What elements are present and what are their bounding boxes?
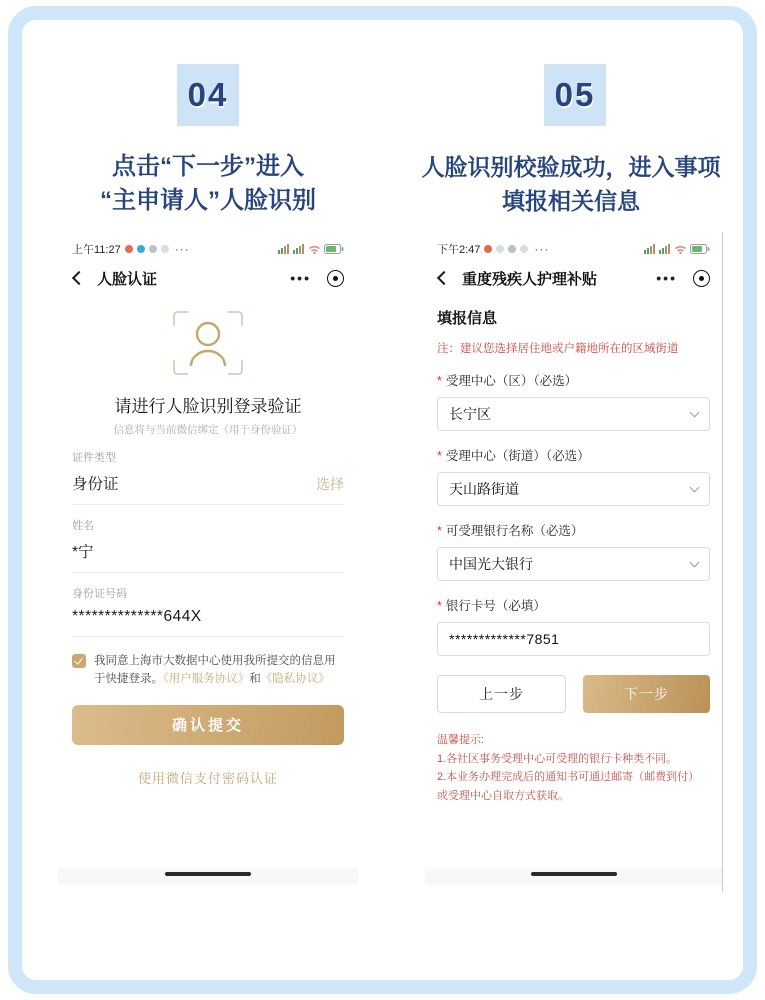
next-step-button[interactable]: 下一步 bbox=[583, 675, 710, 713]
field-label: 受理中心（街道）（必选） bbox=[445, 449, 590, 463]
step-number: 05 bbox=[554, 76, 596, 113]
bank-select[interactable] bbox=[437, 547, 710, 581]
status-app-icon bbox=[508, 245, 516, 253]
required-asterisk: * bbox=[437, 374, 442, 388]
battery-icon bbox=[324, 244, 344, 254]
cellular-signal-icon bbox=[278, 244, 290, 254]
step-04-title-line2: “主申请人”人脸识别 bbox=[100, 187, 316, 214]
form-section-title: 填报信息 bbox=[437, 310, 498, 327]
field-label: 身份证号码 bbox=[72, 588, 127, 600]
cellular-signal-icon bbox=[644, 244, 656, 254]
wechat-pay-password-auth-link[interactable]: 使用微信支付密码认证 bbox=[137, 770, 278, 786]
wechat-menu-icon[interactable]: ••• bbox=[656, 270, 677, 286]
face-auth-subheading: 信息将与当前微信绑定（用于身份验证） bbox=[113, 424, 303, 436]
form-buttons-row bbox=[437, 675, 710, 713]
status-app-icon bbox=[149, 245, 157, 253]
select-value: 中国光大银行 bbox=[449, 556, 533, 572]
field-district bbox=[437, 371, 710, 431]
required-asterisk: * bbox=[437, 599, 442, 613]
field-value: 身份证 bbox=[72, 476, 119, 493]
battery-icon bbox=[690, 244, 710, 254]
field-label: 受理中心（区）（必选） bbox=[445, 374, 578, 388]
nav-title: 人脸认证 bbox=[97, 270, 158, 288]
privacy-agreement-link[interactable]: 《隐私协议》 bbox=[260, 673, 330, 686]
wechat-close-capsule-icon[interactable] bbox=[327, 270, 344, 287]
nav-bar bbox=[437, 266, 710, 290]
field-id-type bbox=[72, 449, 344, 505]
required-asterisk: * bbox=[437, 449, 442, 463]
step-05-title bbox=[385, 150, 757, 218]
home-indicator-bar[interactable] bbox=[531, 872, 617, 876]
field-label: 可受理银行名称（必选） bbox=[445, 524, 584, 538]
status-app-icon bbox=[161, 245, 169, 253]
select-action-link[interactable]: 选择 bbox=[316, 476, 344, 492]
status-bar bbox=[72, 241, 344, 257]
step-05-title-line2: 填报相关信息 bbox=[502, 188, 640, 214]
face-auth-heading: 请进行人脸识别登录验证 bbox=[114, 397, 302, 416]
phone-screenshot-subsidy-form bbox=[425, 232, 723, 892]
wechat-menu-icon[interactable]: ••• bbox=[290, 270, 311, 286]
step-badge-05 bbox=[544, 64, 606, 126]
chevron-down-icon bbox=[690, 408, 700, 418]
agreement-row bbox=[72, 652, 344, 689]
face-scan-illustration bbox=[72, 304, 344, 384]
chevron-down-icon bbox=[690, 483, 700, 493]
phone-screenshot-face-auth bbox=[58, 232, 358, 892]
form-note-red: 注：建议您选择居住地或户籍地所在的区域街道 bbox=[437, 343, 679, 355]
status-app-icon bbox=[137, 245, 145, 253]
face-scan-icon bbox=[166, 304, 250, 384]
step-05-title-line1: 人脸识别校验成功，进入事项 bbox=[421, 154, 721, 180]
status-more-icon: ··· bbox=[534, 242, 550, 256]
field-bank-name bbox=[437, 521, 710, 581]
wifi-icon bbox=[674, 244, 687, 254]
home-indicator-area bbox=[425, 868, 722, 885]
status-bar bbox=[437, 241, 710, 257]
district-select[interactable] bbox=[437, 397, 710, 431]
tips-line1: 1.各社区事务受理中心可受理的银行卡种类不同。 bbox=[437, 752, 678, 765]
agreement-text bbox=[94, 652, 344, 689]
home-indicator-bar[interactable] bbox=[165, 872, 251, 876]
confirm-submit-button[interactable]: 确认提交 bbox=[72, 705, 344, 745]
tips-title: 温馨提示: bbox=[437, 734, 485, 746]
chevron-down-icon bbox=[690, 558, 700, 568]
previous-step-button[interactable]: 上一步 bbox=[437, 675, 566, 713]
nav-bar bbox=[72, 266, 344, 290]
cellular-signal-icon bbox=[659, 244, 671, 254]
status-more-icon: ··· bbox=[174, 242, 190, 256]
field-label: 银行卡号（必填） bbox=[445, 599, 546, 613]
home-indicator-area bbox=[58, 868, 358, 885]
status-time: 上午11:27 bbox=[72, 244, 121, 256]
field-value: *宁 bbox=[72, 544, 94, 561]
field-name bbox=[72, 517, 344, 573]
required-asterisk: * bbox=[437, 524, 442, 538]
field-value: **************644X bbox=[72, 608, 202, 625]
status-time: 下午2:47 bbox=[437, 244, 481, 256]
agreement-main-text: 我同意上海市大数据中心使用我所提交的信息用于快捷登录。 bbox=[94, 655, 336, 686]
step-badge-04 bbox=[177, 64, 239, 126]
tips-line2: 2.本业务办理完成后的通知书可通过邮寄（邮费到付）或受理中心自取方式获取。 bbox=[437, 771, 700, 803]
street-select[interactable] bbox=[437, 472, 710, 506]
cellular-signal-icon bbox=[293, 244, 305, 254]
select-value: 天山路街道 bbox=[449, 481, 519, 497]
input-value: *************7851 bbox=[449, 631, 560, 647]
step-04-title-line1: 点击“下一步”进入 bbox=[112, 153, 304, 180]
agreement-conjunction: 和 bbox=[249, 673, 261, 686]
nav-title: 重度残疾人护理补贴 bbox=[462, 270, 598, 288]
status-app-icon bbox=[496, 245, 504, 253]
select-value: 长宁区 bbox=[449, 406, 491, 422]
field-label: 姓名 bbox=[72, 520, 94, 532]
back-icon[interactable] bbox=[72, 271, 86, 285]
wifi-icon bbox=[308, 244, 321, 254]
field-label: 证件类型 bbox=[72, 452, 116, 464]
agreement-checkbox-checked[interactable] bbox=[72, 654, 86, 668]
step-04-title bbox=[55, 150, 361, 218]
field-bank-card bbox=[437, 596, 710, 656]
field-id-number bbox=[72, 585, 344, 637]
status-app-icon bbox=[520, 245, 528, 253]
back-icon[interactable] bbox=[437, 271, 451, 285]
service-agreement-link[interactable]: 《用户服务协议》 bbox=[163, 673, 250, 686]
status-app-icon bbox=[125, 245, 133, 253]
step-number: 04 bbox=[187, 76, 229, 113]
warm-tips-block bbox=[437, 731, 710, 806]
wechat-close-capsule-icon[interactable] bbox=[693, 270, 710, 287]
bank-card-input[interactable] bbox=[437, 622, 710, 656]
status-app-icon bbox=[484, 245, 492, 253]
field-street bbox=[437, 446, 710, 506]
